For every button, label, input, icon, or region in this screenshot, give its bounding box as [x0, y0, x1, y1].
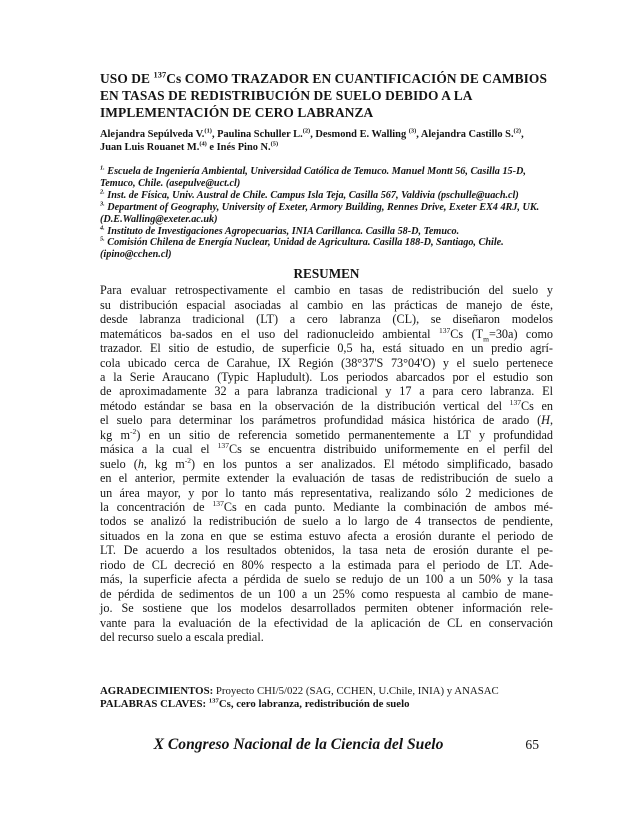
affiliation-item: $^{1.}$ Escuela de Ingeniería Ambiental, Universidad Católica de Temuco. Manuel Montt 56, Casilla 15-D, Temuco, Chile. (asepulve@uct.cl)	[100, 164, 526, 189]
abstract-line: situados en la zona en que se estima estuvo afecta a erosión durante el periodo de	[100, 528, 553, 543]
authors-block	[100, 129, 553, 154]
affiliation-item: $^{2.}$ Inst. de Física, Univ. Austral de Chile. Campus Isla Teja, Casilla 567, Valdivia (pschulle@uach.cl)	[100, 188, 519, 201]
abstract-line: kg $m^{-2}$) en un sitio de referencia sometido permanentemente a LT y profundidad	[100, 426, 553, 442]
abstract-line: matemáticos ba-sados en el uso del radionucleido ambiental $^{137}$Cs $(T_m=30a)$ como	[100, 325, 554, 344]
abstract-line: método estándar se basa en la observación de la distribución vertical del $^{137}$Cs en	[100, 397, 554, 413]
affiliation-item: $^{5.}$ Comisión Chilena de Energía Nuclear, Unidad de Agricultura. Casilla 188-D, Santiago, Chile. (ipino@cchen.cl)	[100, 236, 504, 261]
abstract-line: riodo de CL decreció en 80% respecto a la estimada para el periodo de LT. Ade-	[100, 557, 553, 572]
abstract-body	[100, 283, 553, 644]
abstract-line: de pérdida de sedimentos de un 100 a un 25% como respuesta al cambio de mane-	[100, 586, 553, 601]
abstract-line: vante para la evaluación de la efectividad de la aplicación de CL en conservación	[100, 615, 553, 630]
keywords-label: PALABRAS CLAVES:	[100, 697, 207, 710]
abstract-line: cola ubicado cerca de Carahue, IX Región (38°37'S 73°04'O) y el suelo pertenece	[100, 355, 553, 370]
abstract-line: trazador. El sitio de estudio, de superficie 0,5 ha, está situado en un predio agrí-	[100, 341, 553, 356]
keywords-text: $^{137}$Cs, cero labranza, redistribución de suelo	[208, 697, 410, 710]
abstract-line: a la Serie Araucano (Typic Hapludult). Los periodos abarcados por el estudio son	[100, 369, 553, 384]
authors-line: Alejandra Sepúlveda V.$^{(1)}$, Paulina Schuller L.$^{(2)}$, Desmond E. Walling $^{(3)}$, Alejandra Castillo S.$^{(2)}$,	[100, 127, 524, 141]
abstract-line: el suelo para determinar los parámetros profundidad másica histórica de arado (H,	[100, 413, 553, 428]
keywords	[100, 698, 553, 711]
abstract-line: su distribución espacial asociadas al cambio en las prácticas de manejo de éste,	[100, 297, 553, 312]
page-footer	[100, 736, 553, 754]
abstract-line: jo. Se sostiene que los modelos desarrollados permiten obtener información rele-	[100, 601, 553, 616]
abstract-line: la concentración de $^{137}$Cs en cada punto. Mediante la combinación de ambos mé-	[100, 498, 553, 515]
back-matter	[100, 685, 553, 711]
abstract-line: más, la superficie afecta a pérdida de suelo se redujo de un 100 a un 50% y la tasa	[100, 572, 553, 587]
abstract-heading: RESUMEN	[293, 266, 360, 282]
paper-title-line: USO DE $^{137}$Cs COMO TRAZADOR EN CUANTIFICACIÓN DE CAMBIOS	[100, 70, 547, 86]
abstract-line: Para evaluar retrospectivamente el cambio en tasas de redistribución del suelo y	[100, 283, 553, 298]
abstract-line: de aproximadamente 32 a para labranza tradicional y 17 a para cero labranza. El	[100, 384, 553, 399]
paper-title-line: IMPLEMENTACIÓN DE CERO LABRANZA	[100, 104, 374, 120]
acknowledgments	[100, 685, 553, 698]
affiliations-block	[100, 166, 553, 261]
abstract-line: todos se analizó la redistribución de suelo a lo largo de 4 transectos de pendiente,	[100, 514, 553, 529]
page-number: 65	[525, 737, 539, 752]
paper-title	[100, 71, 553, 121]
abstract-line: desde labranza tradicional (LT) a cero labranza (CL), se diseñaron modelos	[100, 312, 553, 327]
page-content	[100, 71, 553, 711]
authors-line: Juan Luis Rouanet M.$^{(4)}$ e Inés Pino N.$^{(5)}$	[100, 140, 279, 153]
acknowledgments-label: AGRADECIMIENTOS:	[100, 684, 214, 697]
footer-congress-title: X Congreso Nacional de la Ciencia del Suelo	[153, 736, 444, 753]
acknowledgments-text: Proyecto CHI/5/022 (SAG, CCHEN, U.Chile, INIA) y ANASAC	[215, 684, 499, 697]
abstract-line: un área mayor, y por lo tanto más representativa, realizando sólo 2 mediciones de	[100, 485, 553, 500]
abstract-line: LT. De acuerdo a los resultados obtenidos, la tasa neta de erosión durante el pe-	[100, 543, 553, 558]
abstract-line: másica a la cual el $^{137}$Cs se encuentra distribuido uniformemente en el perfil del	[100, 441, 554, 457]
affiliation-item: $^{4.}$ Instituto de Investigaciones Agropecuarias, INIA Carillanca. Casilla 58-D, Temuco.	[100, 224, 460, 237]
paper-title-line: EN TASAS DE REDISTRIBUCIÓN DE SUELO DEBIDO A LA	[100, 87, 473, 103]
abstract-line: suelo (h, kg $m^{-2}$) en los puntos a ser analizados. El método simplificado, basado	[100, 455, 553, 471]
affiliation-item: $^{3.}$ Department of Geography, University of Exeter, Armory Building, Rennes Drive, Exeter EX4 4RJ, UK. (D.E.Walling@exeter.ac.uk)	[100, 200, 540, 225]
abstract-line: en el anterior, permite extender la evaluación de tasas de redistribución de suelo a	[100, 471, 553, 486]
abstract-line: del recurso suelo a escala predial.	[100, 630, 264, 645]
